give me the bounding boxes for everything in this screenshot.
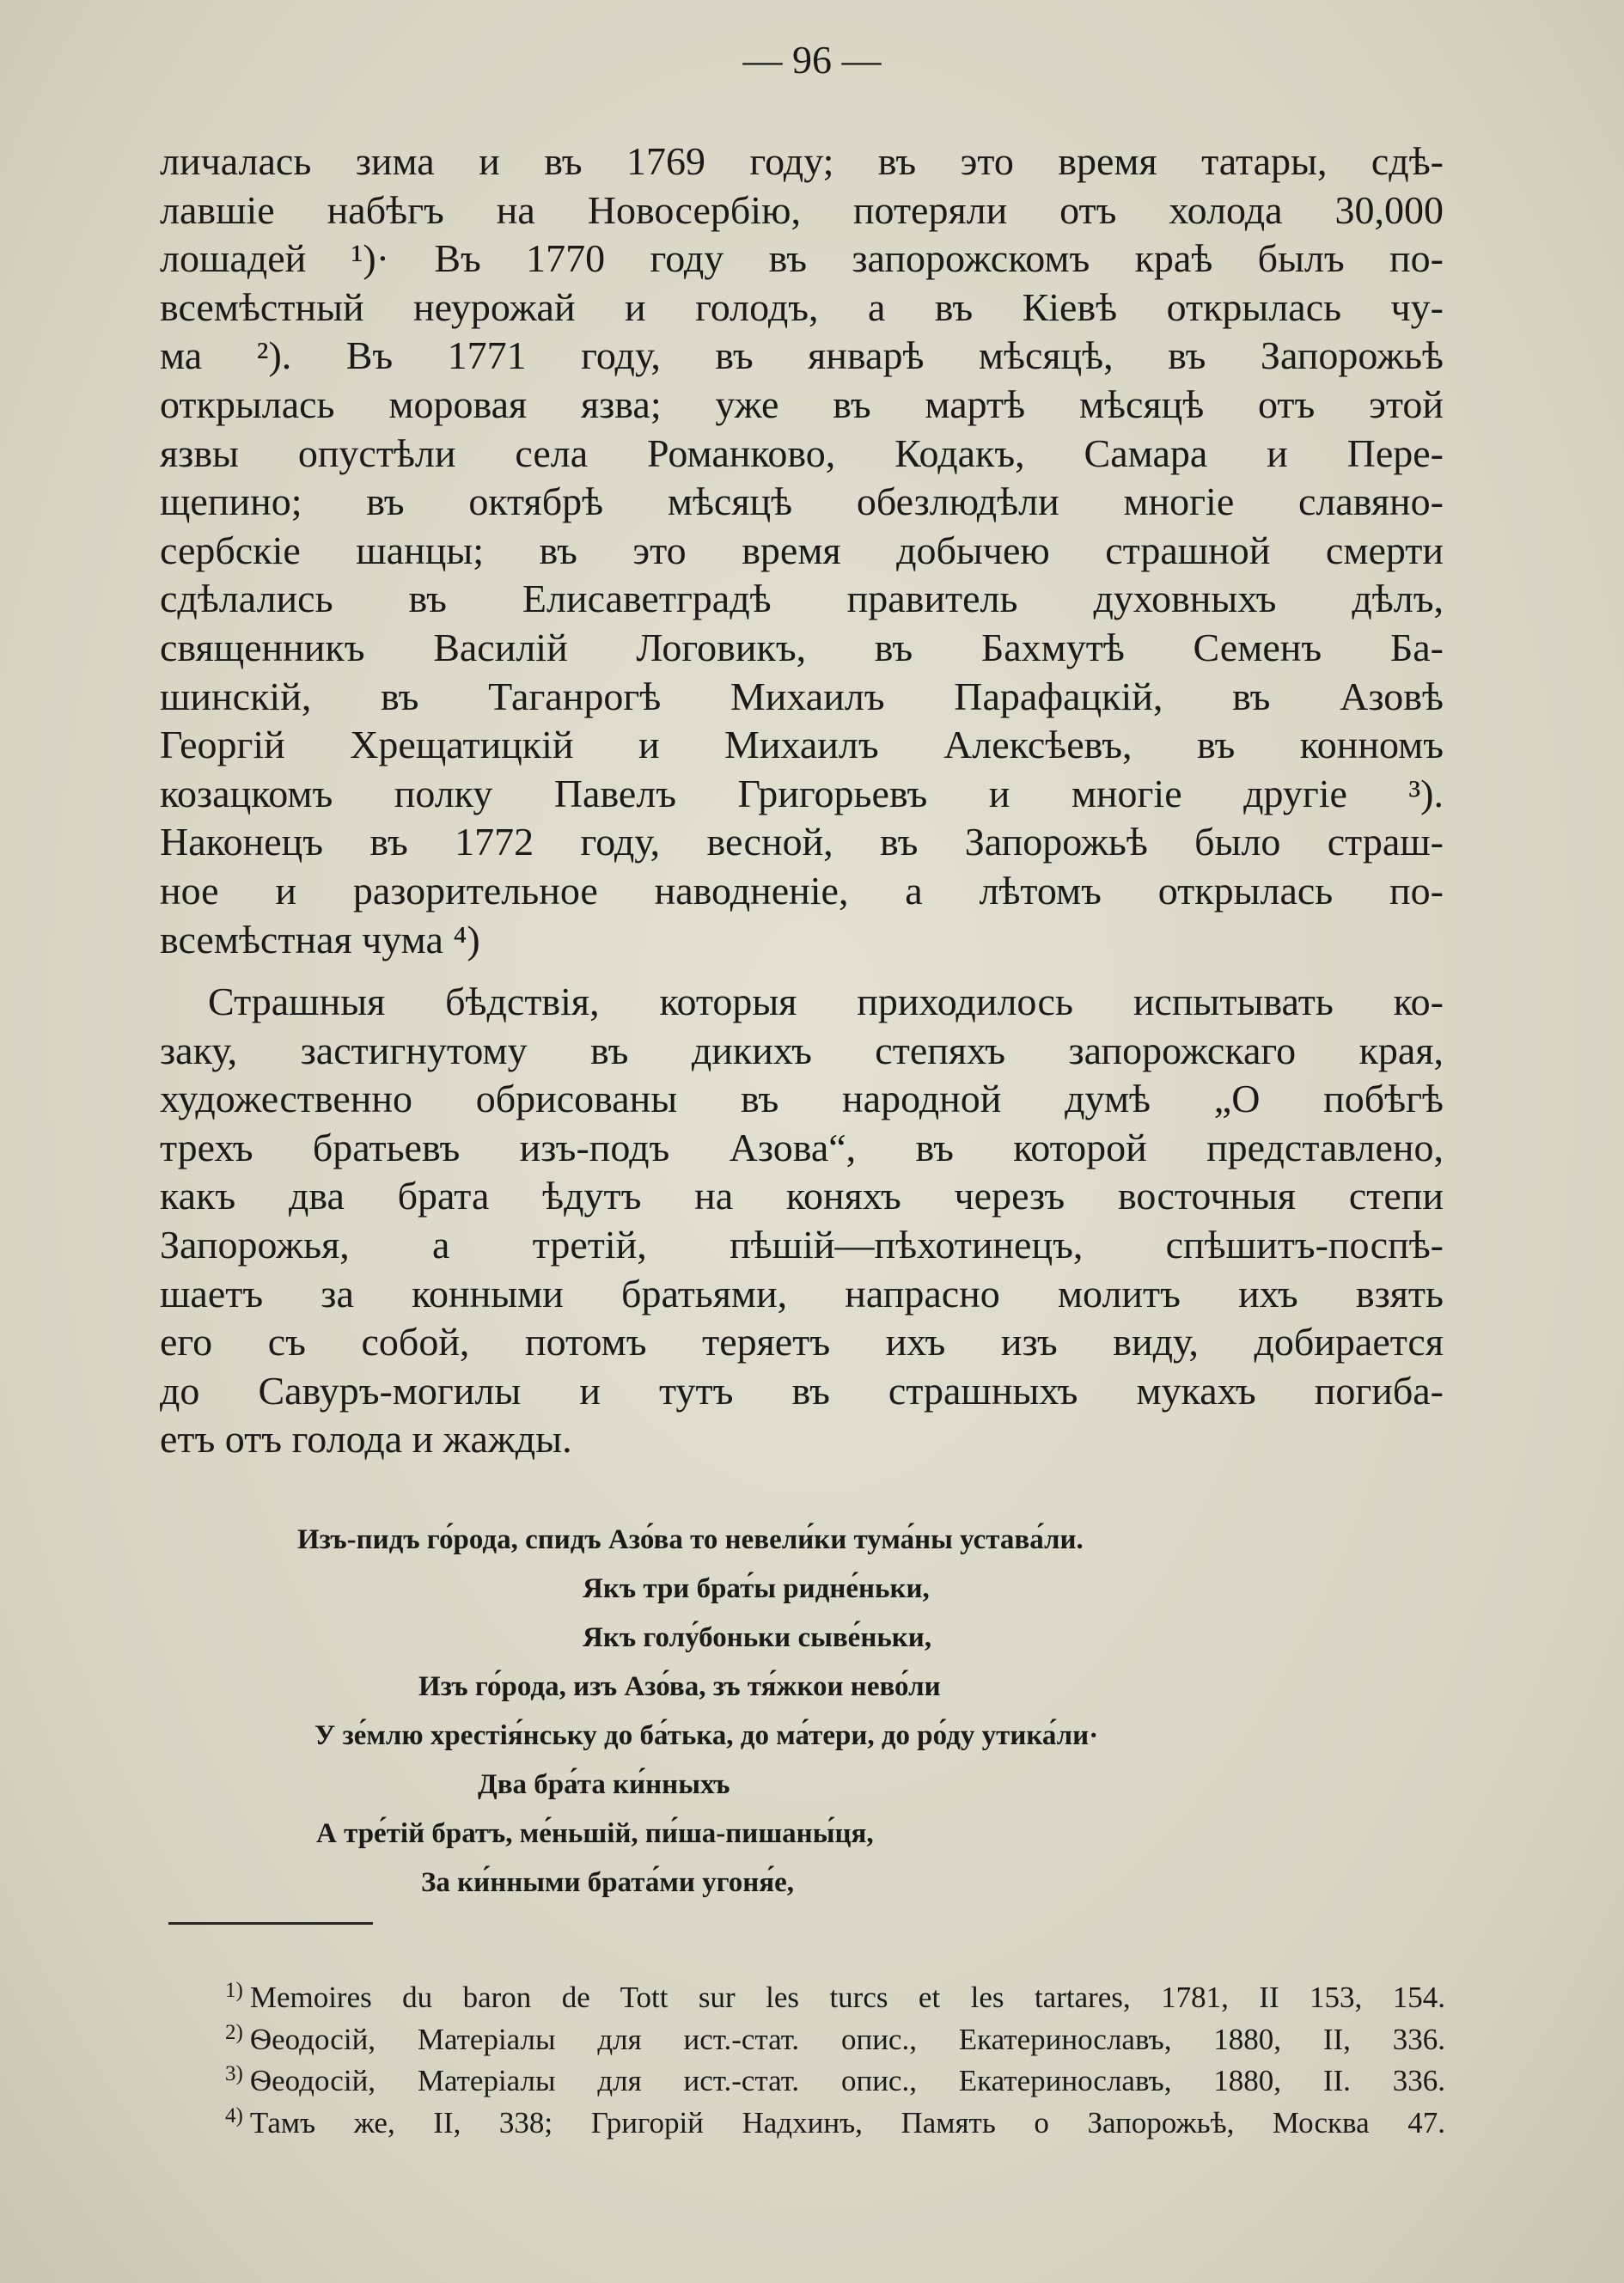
text-line: какъ два брата ѣдутъ на коняхъ черезъ восточныя степи: [160, 1174, 1444, 1218]
verse-line: Якъ три брат́ы ридне́ньки,: [583, 1573, 930, 1604]
footnote-number: 2): [225, 2020, 243, 2044]
text-line: Страшныя бѣдствія, которыя приходилось испытывать ко-: [208, 980, 1444, 1024]
verse-line: А тре́тій братъ, ме́ньшій, пи́ша-пишаны́ця,: [316, 1818, 874, 1849]
footnotes: [225, 1970, 1445, 2140]
text-line: Запорожья, а третій, пѣшій—пѣхотинецъ, спѣшитъ-поспѣ-: [160, 1223, 1444, 1267]
text-line: Наконецъ въ 1772 году, весной, въ Запорожьѣ было страш-: [160, 820, 1444, 864]
verse-line: За ки́нными брата́ми угоня́е,: [421, 1867, 795, 1898]
footnote: [225, 2096, 1445, 2138]
text-line: шинскій, въ Таганрогѣ Михаилъ Парафацкій, въ Азовѣ: [160, 674, 1444, 718]
footnote-separator: [168, 1922, 373, 1925]
text-line: ма ²). Въ 1771 году, въ январѣ мѣсяцѣ, въ Запорожьѣ: [160, 333, 1444, 378]
text-line: лошадей ¹)· Въ 1770 году въ запорожскомъ краѣ былъ по-: [160, 236, 1444, 281]
text-line: трехъ братьевъ изъ-подъ Азова“, въ которой представлено,: [160, 1125, 1444, 1169]
footnote-number: 3): [225, 2062, 243, 2085]
footnote: [225, 2054, 1445, 2096]
text-line: священникъ Василій Логовикъ, въ Бахмутѣ Семенъ Ба-: [160, 625, 1444, 669]
footnote-text: Ѳеодосій, Матеріалы для ист.-стат. опис., Екатеринославъ, 1880, II. 336.: [249, 2064, 1445, 2097]
paragraph-2: [160, 978, 1444, 1464]
text-line: заку, застигнутому въ дикихъ степяхъ запорожскаго края,: [160, 1028, 1444, 1072]
footnote-text: Memoires du baron de Tott sur les turcs et les tartares, 1781, II 153, 154.: [249, 1981, 1445, 2014]
text-line: сдѣлались въ Елисаветградѣ правитель духовныхъ дѣлъ,: [160, 577, 1444, 621]
footnote: [225, 2012, 1445, 2054]
text-line: язвы опустѣли села Романково, Кодакъ, Самара и Пере-: [160, 430, 1444, 475]
main-text: [160, 137, 1444, 1464]
paragraph-1: [160, 137, 1444, 964]
footnote-number: 1): [225, 1979, 243, 2002]
text-line: до Савуръ-могилы и тутъ въ страшныхъ мукахъ погиба-: [160, 1368, 1444, 1413]
verse-line: Изъ-пидъ го́рода, спидъ Азо́ва то невели́ки тума́ны устава́ли.: [297, 1524, 1084, 1555]
text-line: лавшіе набѣгъ на Новосербію, потеряли отъ холода 30,000: [160, 187, 1444, 232]
text-line: Георгій Хрещатицкій и Михаилъ Алексѣевъ, въ конномъ: [160, 723, 1444, 767]
text-line: щепино; въ октябрѣ мѣсяцѣ обезлюдѣли многіе славяно-: [160, 479, 1444, 524]
footnote-number: 4): [225, 2103, 243, 2127]
text-line: шаетъ за конными братьями, напрасно молитъ ихъ взять: [160, 1271, 1444, 1315]
text-line: ное и разорительное наводненіе, а лѣтомъ открылась по-: [160, 868, 1444, 913]
text-line: всемѣстная чума ⁴): [160, 917, 480, 961]
text-line: етъ отъ голода и жажды.: [160, 1417, 572, 1462]
text-line: всемѣстный неурожай и голодъ, а въ Кіевѣ открылась чу-: [160, 284, 1444, 329]
verse-line: Два бра́та ки́нныхъ: [478, 1769, 730, 1800]
text-line: козацкомъ полку Павелъ Григорьевъ и многіе другіе ³).: [160, 771, 1444, 815]
text-line: художественно обрисованы въ народной думѣ „О побѣгѣ: [160, 1077, 1444, 1121]
verse-line: Якъ голу́боньки сыве́ньки,: [583, 1622, 932, 1653]
footnote-text: Ѳеодосій, Матеріалы для ист.-стат. опис., Екатеринославъ, 1880, II, 336.: [249, 2022, 1445, 2056]
footnote: [225, 1970, 1445, 2012]
text-line: личалась зима и въ 1769 году; въ это время татары, сдѣ-: [160, 139, 1444, 183]
verse-line: У зе́млю хрестія́нську до ба́тька, до ма́тери, до ро́ду утика́ли·: [314, 1720, 1099, 1751]
footnote-text: Тамъ же, II, 338; Григорій Надхинъ, Память о Запорожьѣ, Москва 47.: [249, 2105, 1445, 2140]
verse-line: Изъ го́рода, изъ Азо́ва, зъ тя́жкои нево́ли: [418, 1671, 941, 1702]
text-line: его съ собой, потомъ теряетъ ихъ изъ виду, добирается: [160, 1320, 1444, 1364]
page-number: — 96 —: [742, 38, 882, 82]
text-line: сербскіе шанцы; въ это время добычею страшной смерти: [160, 528, 1444, 572]
text-line: открылась моровая язва; уже въ мартѣ мѣсяцѣ отъ этой: [160, 382, 1444, 426]
